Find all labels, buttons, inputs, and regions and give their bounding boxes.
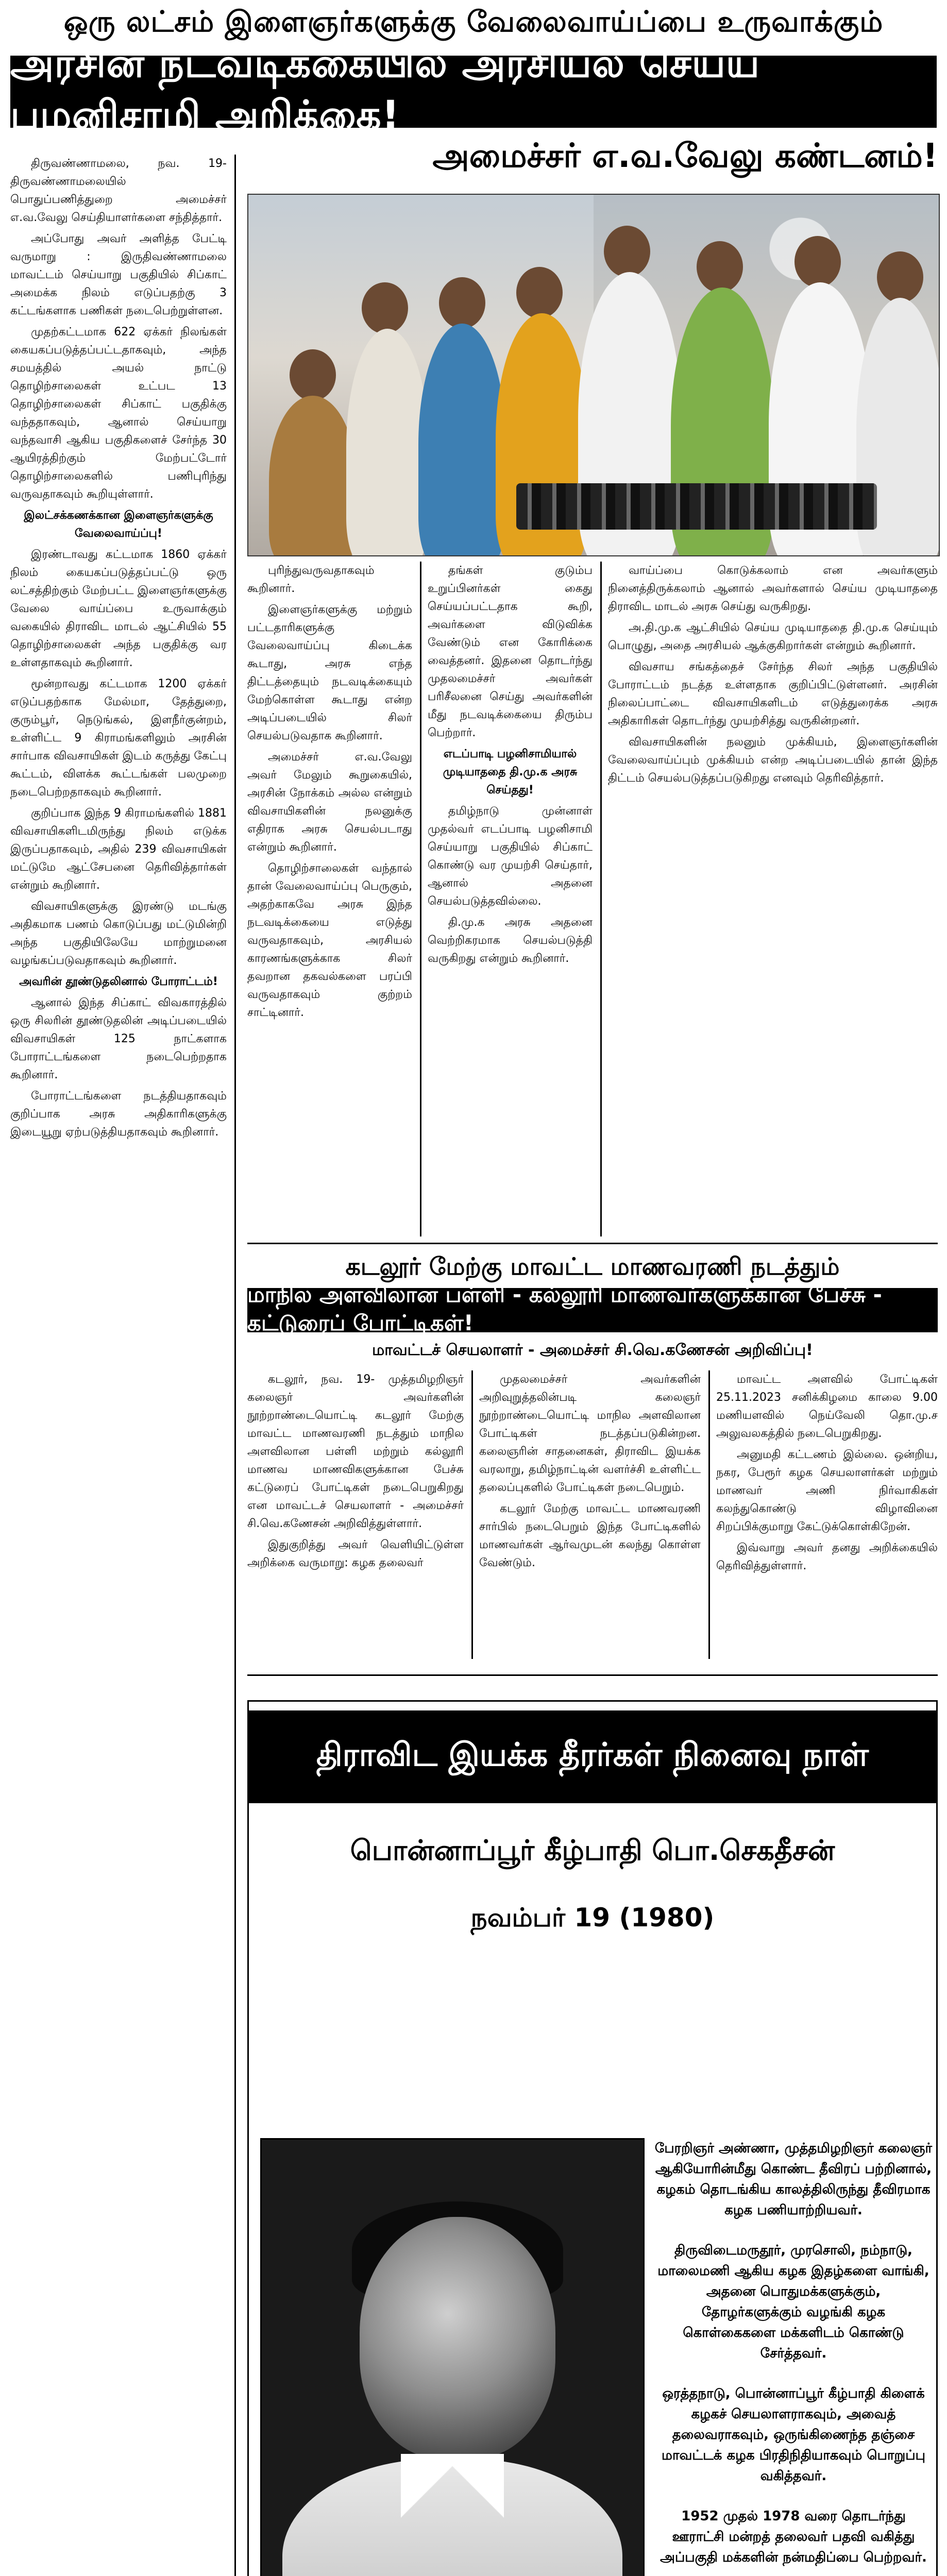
article2-paragraph: முதலமைச்சர் அவர்களின் அறிவுறுத்தலின்படி கலைஞர் நூற்றாண்டையொட்டி மாநில அளவிலான போட்டிகள் நடத்தப்படுகின்றன. கலைஞரின் சாதனைகள், திராவிட இயக்க வரலாறு, தமிழ்நாட்டின் வளர்ச்சி உள்ளிட்ட தலைப்புகளில் போட்டிகள் நடைபெறும். xyxy=(479,1373,701,1494)
article1-paragraph: அப்போது அவர் அளித்த பேட்டி வருமாறு : இருதிவண்ணாமலை மாவட்டம் செய்யாறு பகுதியில் சிப்காட் அமைக்க நிலம் எடுப்பதற்கு 3 கட்டங்களாக பணிகள் நடைபெற்றுள்ளன. xyxy=(10,232,227,317)
article2-paragraph: இதுகுறித்து அவர் வெளியிட்டுள்ள அறிக்கை வருமாறு: கழக தலைவர் xyxy=(247,1538,464,1569)
article1-paragraph: விவசாய சங்கத்தைச் சேர்ந்த சிலர் அந்த பகுதியில் போராட்டம் நடத்த உள்ளதாக குறிப்பிட்டுள்ளனர். அரசின் நிலைப்பாட்டை விவசாயிகளிடம் எடுத்துரைக்க அரசு அதிகாரிகள் தொடர்ந்து முயற்சித்து வருகின்றனர். xyxy=(608,660,938,727)
section-divider xyxy=(247,1243,938,1244)
article1-paragraph: இளைஞர்களுக்கு மற்றும் பட்டதாரிகளுக்கு வேலைவாய்ப்பு கிடைக்க கூடாது, அரசு எந்த திட்டத்தையும் நடவடிக்கையும் மேற்கொள்ள கூடாது என்ற அடிப்படையில் சிலர் செயல்படுவதாக கூறினார். xyxy=(247,603,412,742)
article1-paragraph: தங்கள் குடும்ப உறுப்பினர்கள் கைது செய்யப்பட்டதாக கூறி, அவர்களை விடுவிக்க வேண்டும் என கோரிக்கை வைத்தனர். இதனை தொடர்ந்து முதலமைச்சர் அவர்கள் பரிசீலனை செய்து அவர்களின் மீது நடவடிக்கையை திரும்ப பெற்றார். xyxy=(428,564,593,739)
article1-paragraph: திருவண்ணாமலை, நவ. 19- திருவண்ணாமலையில் பொதுப்பணித்துறை அமைச்சர் எ.வ.வேலு செய்தியாளர்களை சந்தித்தார். xyxy=(10,157,227,224)
article1-paragraph: போராட்டங்களை நடத்தியதாகவும் குறிப்பாக அரசு அதிகாரிகளுக்கு இடையூறு ஏற்படுத்தியதாகவும் கூறினார். xyxy=(10,1090,227,1139)
memorial-paragraph: பேரறிஞர் அண்ணா, முத்தமிழறிஞர் கலைஞர் ஆகியோரின்மீது கொண்ட தீவிரப் பற்றினால், கழகம் தொடங்கிய காலத்திலிருந்து தீவிரமாக கழக பணியாற்றியவர். xyxy=(654,2141,933,2218)
article2-paragraph: கடலூர் மேற்கு மாவட்ட மாணவரணி சார்பில் நடைபெறும் இந்த போட்டிகளில் மாணவர்கள் ஆர்வமுடன் கலந்து கொள்ள வேண்டும். xyxy=(479,1502,701,1569)
article1-paragraph: முதற்கட்டமாக 622 ஏக்கர் நிலங்கள் கையகப்படுத்தப்பட்டதாகவும், அந்த சமயத்தில் அயல் நாட்டு தொழிற்சாலைகள் உட்பட 13 தொழிற்சாலைகள் சிப்காட் பகுதிக்கு வந்ததாகவும், ஆனால் செய்யாறு வந்தவாசி ஆகிய பகுதிகளைச் சேர்ந்த 30 ஆயிரத்திற்கும் மேற்பட்டோர் தொழிற்சாலைகளில் பணிபுரிந்து வருவதாகவும் கூறியுள்ளார். xyxy=(10,326,227,501)
article2-paragraph: இவ்வாறு அவர் தனது அறிக்கையில் தெரிவித்துள்ளார். xyxy=(716,1541,938,1572)
article1-paragraph: மூன்றாவது கட்டமாக 1200 ஏக்கர் எடுப்பதற்காக மேல்மா, தேத்துறை, குரும்பூர், நெடுங்கல், இளநீர்குன்றம், உள்ளிட்ட 9 கிராமங்களிலும் அரசின் சார்பாக விவசாயிகள் இடம் கருத்து கேட்பு கூட்டம், விளக்க கூட்டங்கள் பலமுறை நடைபெற்றதாகவும் கூறினார். xyxy=(10,677,227,799)
article2-paragraph: மாவட்ட அளவில் போட்டிகள் 25.11.2023 சனிக்கிழமை காலை 9.00 மணியளவில் நெய்வேலி தொ.மு.ச அலுவலகத்தில் நடைபெறுகிறது. xyxy=(716,1373,938,1440)
article2-banner: மாநில அளவிலான பள்ளி - கல்லூரி மாணவர்களுக்கான பேச்சு - கட்டுரைப் போட்டிகள்! xyxy=(247,1288,938,1332)
memorial-paragraph: ஒரத்தநாடு, பொன்னாப்பூர் கீழ்பாதி கிளைக் கழகச் செயலாளராகவும், அவைத் தலைவராகவும், ஒருங்கிணைந்த தஞ்சை மாவட்டக் கழக பிரதிநிதியாகவும் பொறுப்பு வகித்தவர். xyxy=(662,2386,925,2484)
kicker-headline: ஒரு லட்சம் இளைஞர்களுக்கு வேலைவாய்ப்பை உருவாக்கும் xyxy=(63,5,884,39)
main-banner-headline: அரசின் நடவடிக்கையில் அரசியல் செய்ய பழனிசாமி அறிக்கை! xyxy=(10,56,937,128)
article1-paragraph: வாய்ப்பை கொடுக்கலாம் என அவர்களும் நினைத்திருக்கலாம் ஆனால் அவர்களால் செய்ய முடியாததை திராவிட மாடல் அரசு செய்து வருகிறது. xyxy=(608,564,938,613)
article1-paragraph: அமைச்சர் எ.வ.வேலு அவர் மேலும் கூறுகையில், அரசின் நோக்கம் அல்ல என்றும் விவசாயிகளின் நலனுக்கு எதிராக அரசு செயல்படாது என்றும் கூறினார். xyxy=(247,751,412,854)
article2-column2 xyxy=(479,1370,701,1659)
article1-column1 xyxy=(10,155,227,2576)
memorial-paragraph: திருவிடைமருதூர், முரசொலி, நம்நாடு, மாலைமணி ஆகிய கழக இதழ்களை வாங்கி, அதனை பொதுமக்களுக்கும், தோழர்களுக்கும் வழங்கி கழக கொள்கைகளை மக்களிடம் கொண்டு சேர்த்தவர். xyxy=(657,2243,929,2361)
article2-subhead: மாவட்டச் செயலாளர் - அமைச்சர் சி.வெ.கணேசன் அறிவிப்பு! xyxy=(372,1341,813,1359)
article1-subheading: இலட்சக்கணக்கான இளைஞர்களுக்கு வேலைவாய்ப்பு! xyxy=(24,509,213,540)
article1-paragraph: குறிப்பாக இந்த 9 கிராமங்களில் 1881 விவசாயிகளிடமிருந்து நிலம் எடுக்க இருப்பதாகவும், அதில் 239 விவசாயிகள் மட்டுமே ஆட்சேபனை தெரிவித்தார்கள் என்றும் கூறினார். xyxy=(10,807,227,892)
memorial-date: நவம்பர் 19 (1980) xyxy=(470,1902,715,1933)
article2-column1 xyxy=(247,1370,464,1659)
article1-paragraph: தமிழ்நாடு முன்னாள் முதல்வர் எடப்பாடி பழனிசாமி செய்யாறு பகுதியில் சிப்காட் கொண்டு வர முயற்சி செய்தார், ஆனால் அதனை செயல்படுத்தவில்லை. xyxy=(428,805,593,908)
article2-kicker: கடலூர் மேற்கு மாவட்ட மாணவரணி நடத்தும் xyxy=(345,1252,840,1280)
article1-paragraph: விவசாயிகளுக்கு இரண்டு மடங்கு அதிகமாக பணம் கொடுப்பது மட்டுமின்றி அந்த பகுதியிலேயே மாற்றுமனை வழங்கப்படுவதாகவும் கூறினார். xyxy=(10,900,227,967)
article1-paragraph: அ.தி.மு.க ஆட்சியில் செய்ய முடியாததை தி.மு.க செய்யும் பொழுது, அதை அரசியல் ஆக்குகிறார்கள் என்றும் கூறினார். xyxy=(608,621,938,652)
article1-paragraph: தொழிற்சாலைகள் வந்தால் தான் வேலைவாய்ப்பு பெருகும், அதற்காகவே அரசு இந்த நடவடிக்கையை எடுத்து வருவதாகவும், அரசியல் காரணங்களுக்காக சிலர் தவறான தகவல்களை பரப்பி வருவதாகவும் குற்றம் சாட்டினார். xyxy=(247,862,412,1019)
article1-subheading: எடப்பாடி பழனிசாமியால் முடியாததை தி.மு.க அரசு செய்தது! xyxy=(443,748,578,796)
article1-paragraph: விவசாயிகளின் நலனும் முக்கியம், இளைஞர்களின் வேலைவாய்ப்பும் முக்கியம் என்ற அடிப்படையில் தான் இந்த திட்டம் செயல்படுத்தப்படுகிறது எனவும் தெரிவித்தார். xyxy=(608,736,938,785)
news-photo-minister-press-meet xyxy=(247,194,940,556)
memorial-paragraph: 1952 முதல் 1978 வரை தொடர்ந்து ஊராட்சி மன்றத் தலைவர் பதவி வகித்து அப்பகுதி மக்களின் நன்மதிப்பை பெற்றவர். xyxy=(660,2509,927,2565)
article2-paragraph: கடலூர், நவ. 19- முத்தமிழறிஞர் கலைஞர் அவர்களின் நூற்றாண்டையொட்டி கடலூர் மேற்கு மாவட்ட மாணவரணி நடத்தும் மாநில அளவிலான பள்ளி மற்றும் கல்லூரி மாணவ மாணவிகளுக்கான பேச்சு கட்டுரைப் போட்டிகள் நடைபெறுகிறது என மாவட்டச் செயலாளர் - அமைச்சர் சி.வெ.கணேசன் அறிவித்துள்ளார். xyxy=(247,1373,464,1530)
subheadline: அமைச்சர் எ.வ.வேலு கண்டனம்! xyxy=(432,137,938,175)
article1-column2 xyxy=(247,562,412,1236)
article2-column3 xyxy=(716,1370,938,1659)
column-divider xyxy=(600,562,602,1236)
section-divider xyxy=(247,1674,938,1676)
memorial-name: பொன்னாப்பூர் கீழ்பாதி பொ.செகதீசன் xyxy=(350,1834,835,1867)
article2-paragraph: அனுமதி கட்டணம் இல்லை. ஒன்றிய, நகர, பேரூர் கழக செயலாளர்கள் மற்றும் மாணவர் அணி நிர்வாகிகள் கலந்துகொண்டு விழாவினை சிறப்பிக்குமாறு கேட்டுக்கொள்கிறேன். xyxy=(716,1448,938,1533)
article1-paragraph: புரிந்துவருவதாகவும் கூறினார். xyxy=(247,564,375,595)
column-divider xyxy=(708,1370,710,1659)
article1-column4 xyxy=(608,562,938,1236)
memorial-heading: திராவிட இயக்க தீரர்கள் நினைவு நாள் xyxy=(247,1710,938,1803)
article1-column3 xyxy=(428,562,593,1236)
column-divider xyxy=(471,1370,473,1659)
article1-subheading: அவரின் தூண்டுதலினால் போராட்டம்! xyxy=(19,975,218,988)
article1-paragraph: தி.மு.க அரசு அதனை வெற்றிகரமாக செயல்படுத்தி வருகிறது என்றும் கூறினார். xyxy=(428,916,593,965)
memorial-portrait xyxy=(260,2138,645,2576)
article1-paragraph: இரண்டாவது கட்டமாக 1860 ஏக்கர் நிலம் கையகப்படுத்தப்பட்டு ஒரு லட்சத்திற்கும் மேற்பட்ட இளைஞர்களுக்கு வேலை வாய்ப்பை உருவாக்கும் வகையில் திராவிட மாடல் ஆட்சியில் 55 தொழிற்சாலைகள் அந்த பகுதிக்கு வர உள்ளதாகவும் கூறினார். xyxy=(10,548,227,669)
column-divider xyxy=(234,155,236,2576)
microphones xyxy=(516,483,877,530)
memorial-text xyxy=(654,2138,933,2576)
article1-paragraph: ஆனால் இந்த சிப்காட் விவகாரத்தில் ஒரு சிலரின் தூண்டுதலின் அடிப்படையில் விவசாயிகள் 125 நாட்களாக போராட்டங்களை நடைபெற்றதாக கூறினார். xyxy=(10,996,227,1081)
column-divider xyxy=(420,562,421,1236)
